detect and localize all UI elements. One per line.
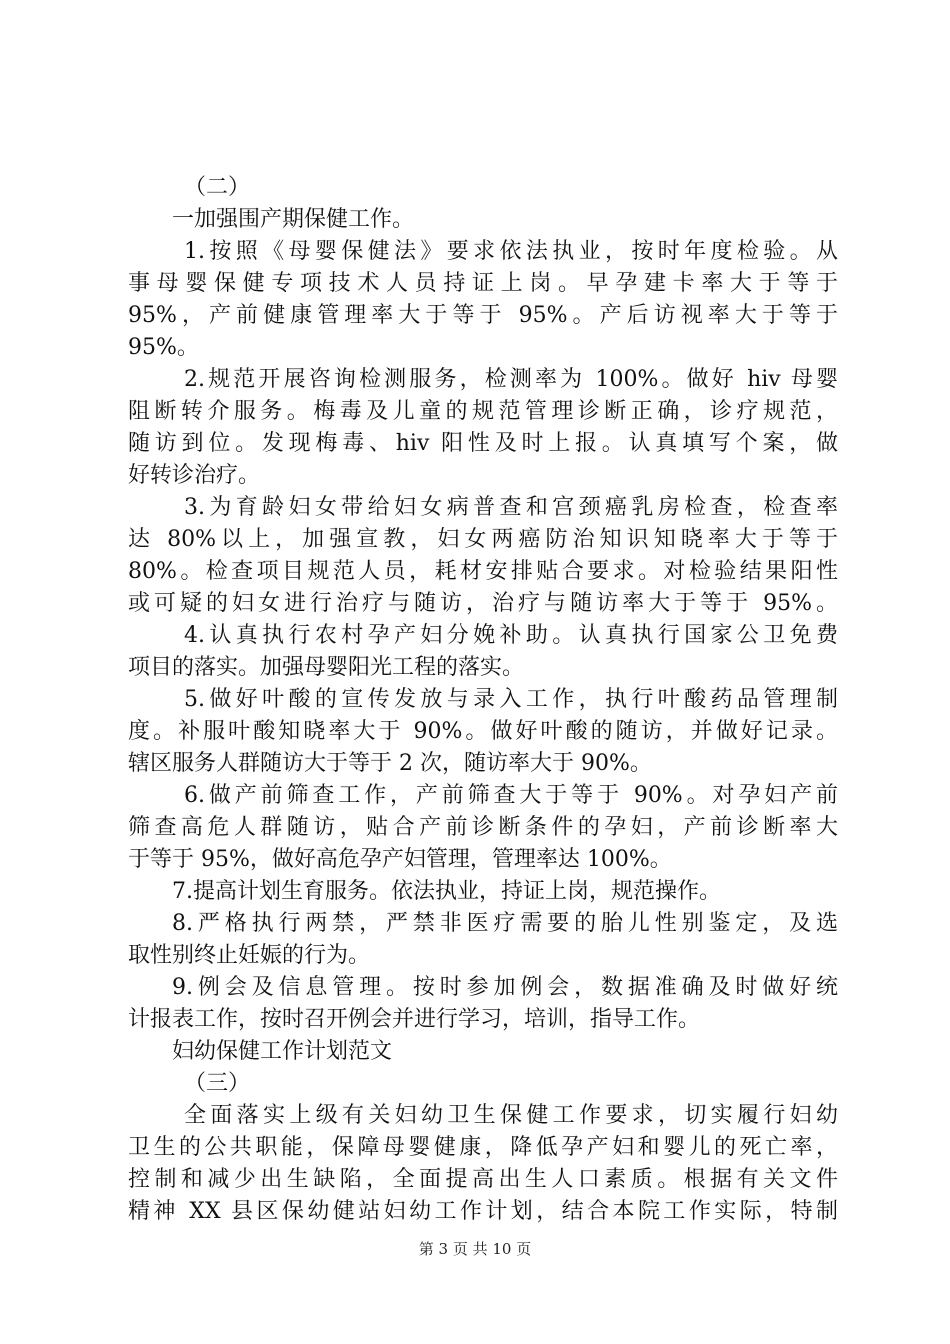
- text-line: 计报表工作，按时召开例会并进行学习，培训，指导工作。: [128, 1007, 701, 1032]
- text-line: 80%。检查项目规范人员，耗材安排贴合要求。对检验结果阳性: [128, 559, 838, 584]
- text-line: 筛查高危人群随访，贴合产前诊断条件的孕妇，产前诊断率大: [128, 815, 838, 840]
- text-line: 全面落实上级有关妇幼卫生保健工作要求，切实履行妇幼: [184, 1103, 838, 1128]
- text-line: 6.做产前筛查工作，产前筛查大于等于 90%。对孕妇产前: [184, 783, 838, 808]
- text-line: 2.规范开展咨询检测服务，检测率为 100%。做好 hiv 母婴: [184, 367, 838, 392]
- text-line: 达 80%以上，加强宣教，妇女两癌防治知识知晓率大于等于: [128, 527, 838, 552]
- text-line: 5.做好叶酸的宣传发放与录入工作，执行叶酸药品管理制: [184, 687, 838, 712]
- text-line: 于等于 95%，做好高危孕产妇管理，管理率达 100%。: [128, 847, 672, 872]
- text-line: 7.提高计划生育服务。依法执业，持证上岗，规范操作。: [172, 879, 721, 904]
- text-line: 或可疑的妇女进行治疗与随访，治疗与随访率大于等于 95%。: [128, 591, 838, 616]
- text-line: 事母婴保健专项技术人员持证上岗。早孕建卡率大于等于: [128, 271, 838, 296]
- text-line: （三）: [184, 1071, 251, 1096]
- text-line: 项目的落实。加强母婴阳光工程的落实。: [128, 655, 525, 680]
- text-line: 1.按照《母婴保健法》要求依法执业，按时年度检验。从: [184, 239, 838, 264]
- text-line: （二）: [184, 175, 251, 200]
- document-body: [128, 172, 838, 1228]
- text-line: 精神 XX 县区保幼健站妇幼工作计划，结合本院工作实际，特制: [128, 1199, 838, 1224]
- text-line: 3.为育龄妇女带给妇女病普查和宫颈癌乳房检查，检查率: [184, 495, 838, 520]
- text-line: 随访到位。发现梅毒、hiv 阳性及时上报。认真填写个案，做: [128, 431, 838, 456]
- text-line: 95%。: [128, 335, 199, 360]
- text-line: 辖区服务人群随访大于等于 2 次，随访率大于 90%。: [128, 751, 652, 776]
- text-line: 妇幼保健工作计划范文: [172, 1039, 393, 1064]
- text-line: 度。补服叶酸知晓率大于 90%。做好叶酸的随访，并做好记录。: [128, 719, 838, 744]
- text-line: 取性别终止妊娠的行为。: [128, 943, 371, 968]
- text-line: 一加强围产期保健工作。: [172, 207, 415, 232]
- text-line: 阻断转介服务。梅毒及儿童的规范管理诊断正确，诊疗规范，: [128, 399, 838, 424]
- page-footer: 第 3 页 共 10 页: [418, 1240, 532, 1258]
- text-line: 95%，产前健康管理率大于等于 95%。产后访视率大于等于: [128, 303, 838, 328]
- text-line: 9.例会及信息管理。按时参加例会，数据准确及时做好统: [172, 975, 838, 1000]
- text-line: 控制和减少出生缺陷，全面提高出生人口素质。根据有关文件: [128, 1167, 838, 1192]
- text-line: 好转诊治疗。: [128, 463, 261, 488]
- text-line: 4.认真执行农村孕产妇分娩补助。认真执行国家公卫免费: [184, 623, 838, 648]
- text-line: 卫生的公共职能，保障母婴健康，降低孕产妇和婴儿的死亡率，: [128, 1135, 838, 1160]
- text-line: 8.严格执行两禁，严禁非医疗需要的胎儿性别鉴定，及选: [172, 911, 838, 936]
